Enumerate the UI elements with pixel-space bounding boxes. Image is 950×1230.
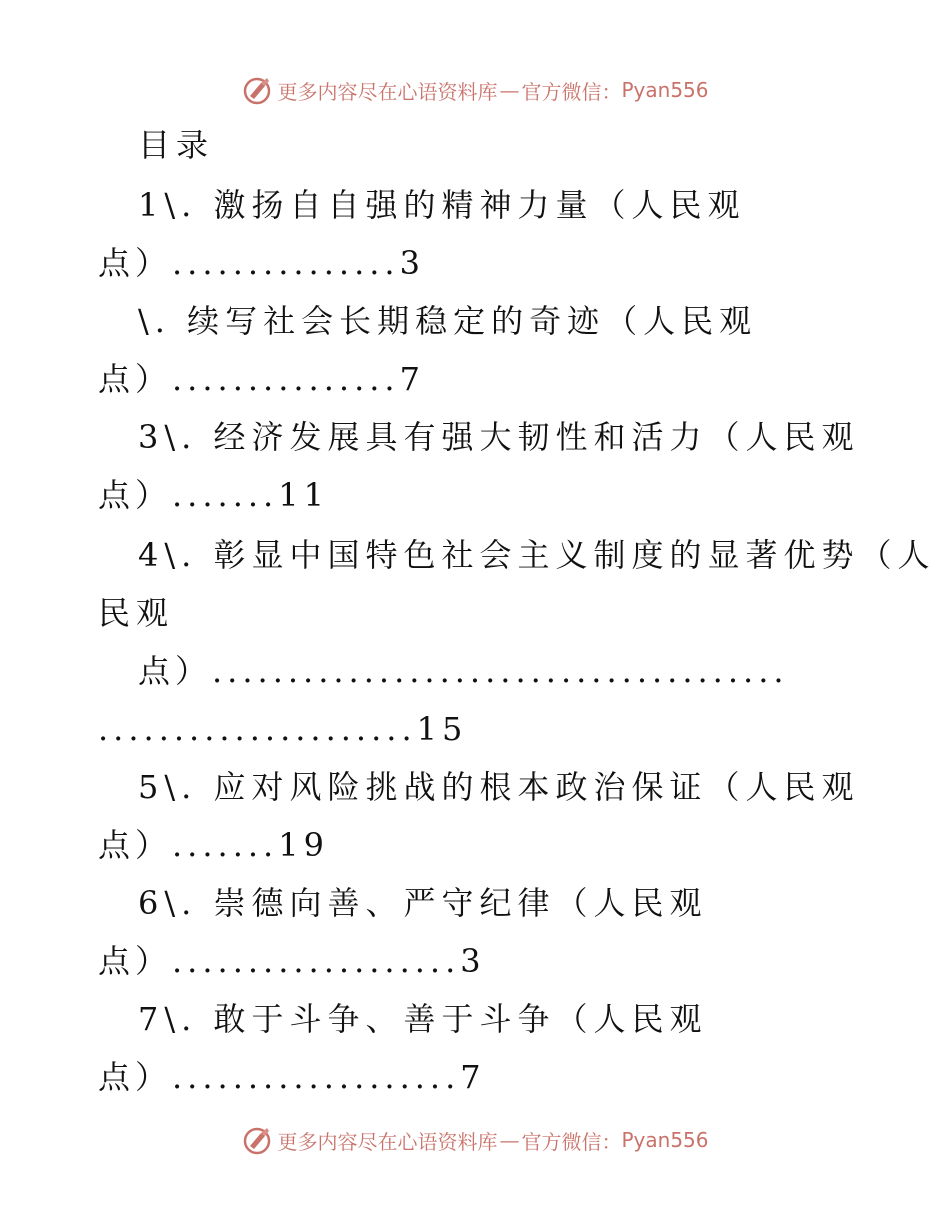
toc-entry-2-title[interactable]: \. 续写社会长期稳定的奇迹（人民观 [138, 302, 758, 340]
toc-title: 目录 [138, 126, 215, 164]
footer-wechat-label: 官方微信： [521, 1129, 622, 1154]
toc-entry-1-leader[interactable]: 点）...............3 [98, 244, 425, 282]
header-wechat-label: 官方微信： [521, 79, 622, 104]
toc-entry-5-title[interactable]: 5\. 应对风险挑战的根本政治保证（人民观 [138, 768, 860, 806]
toc-entry-4-title[interactable]: 4\. 彰显中国特色社会主义制度的显著优势（人 [138, 536, 936, 574]
toc-entry-6-title[interactable]: 6\. 崇德向善、严守纪律（人民观 [138, 884, 708, 922]
toc-entry-3-leader[interactable]: 点）.......11 [98, 476, 329, 514]
toc-entry-6-leader[interactable]: 点）...................3 [98, 942, 486, 980]
footer-banner [0, 1120, 950, 1160]
toc-entry-4-leader[interactable]: 点）...................................... [138, 652, 789, 690]
pen-logo-icon [241, 74, 273, 106]
header-wechat-id: Pyan556 [621, 78, 709, 102]
pen-logo-icon [241, 1124, 273, 1156]
toc-entry-7-title[interactable]: 7\. 敢于斗争、善于斗争（人民观 [138, 1000, 708, 1038]
header-banner [0, 70, 950, 110]
toc-entry-4-leader-cont[interactable]: .....................15 [98, 710, 468, 748]
footer-site-text: 更多内容尽在心语资料库 [277, 1129, 498, 1154]
header-separator: — [499, 78, 520, 102]
footer-separator: — [499, 1128, 520, 1152]
toc-entry-7-leader[interactable]: 点）...................7 [98, 1058, 486, 1096]
toc-entry-2-leader[interactable]: 点）...............7 [98, 360, 425, 398]
toc-entry-5-leader[interactable]: 点）.......19 [98, 826, 329, 864]
header-site-text: 更多内容尽在心语资料库 [277, 79, 498, 104]
toc-entry-4-title-cont[interactable]: 民观 [98, 594, 175, 632]
toc-entry-3-title[interactable]: 3\. 经济发展具有强大韧性和活力（人民观 [138, 418, 860, 456]
footer-wechat-id: Pyan556 [621, 1128, 709, 1152]
toc-entry-1-title[interactable]: 1\. 激扬自自强的精神力量（人民观 [138, 186, 746, 224]
